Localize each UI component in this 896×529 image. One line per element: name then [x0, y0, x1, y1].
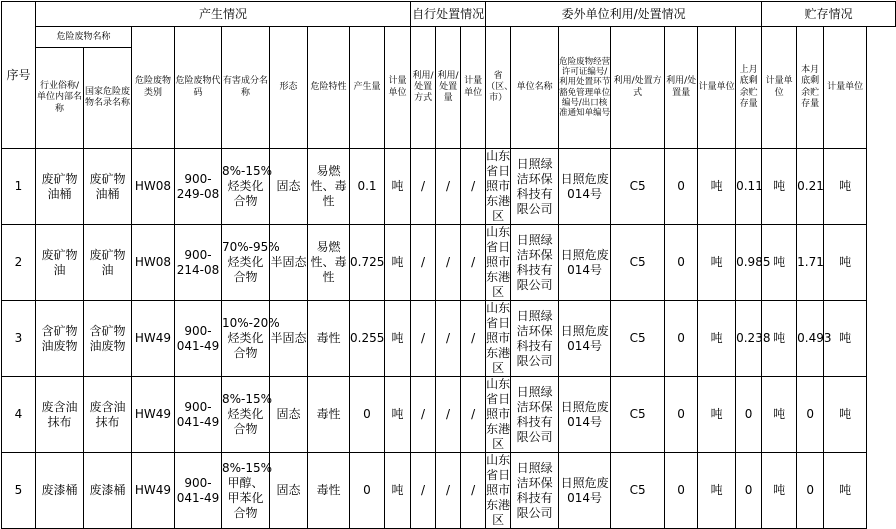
form-cell: 半固态	[270, 301, 308, 377]
unit-cell: 吨	[385, 301, 411, 377]
component-cell: 10%-20%烃类化合物	[222, 301, 270, 377]
code-cell: 900-041-49	[175, 453, 222, 529]
self-unit-cell: /	[461, 377, 486, 453]
this-unit-cell: 吨	[824, 301, 867, 377]
industry-name-cell: 废漆桶	[36, 453, 84, 529]
header-national-name: 国家危险废物名录名称	[84, 48, 132, 149]
last-unit-cell: 吨	[762, 377, 797, 453]
header-unit-4: 计量单位	[762, 27, 797, 149]
header-unit-1: 计量单位	[385, 27, 411, 149]
industry-name-cell: 废含油抹布	[36, 377, 84, 453]
province-cell: 山东省日照市东港区	[486, 377, 511, 451]
self-method-cell: /	[411, 225, 436, 301]
category-cell: HW08	[132, 149, 175, 225]
seq-cell: 2	[2, 225, 36, 301]
component-cell: 70%-95%烃类化合物	[222, 225, 270, 301]
table-row	[2, 377, 896, 453]
province-cell: 山东省日照市东港区	[486, 453, 511, 527]
self-unit-cell: /	[461, 301, 486, 377]
license-cell: 日照危废014号	[559, 149, 611, 225]
header-hazard: 危险特性	[308, 27, 350, 149]
out-unit-cell: 吨	[698, 149, 736, 225]
self-unit-cell: /	[461, 453, 486, 529]
seq-cell: 1	[2, 149, 36, 225]
license-cell: 日照危废014号	[559, 453, 611, 529]
this-month-cell: 0.493	[797, 301, 824, 377]
header-province: 省（区、市）	[486, 27, 511, 149]
unit-cell: 吨	[385, 225, 411, 301]
header-seq: 序号	[2, 2, 36, 149]
this-unit-cell: 吨	[824, 453, 867, 529]
header-self-amount: 利用/处置量	[436, 27, 461, 149]
header-unit-2: 计量单位	[461, 27, 486, 149]
component-cell: 8%-15%烃类化合物	[222, 377, 270, 453]
license-cell: 日照危废014号	[559, 301, 611, 377]
last-month-cell: 0.11	[736, 149, 762, 225]
hazard-cell: 毒性	[308, 377, 350, 453]
self-unit-cell: /	[461, 225, 486, 301]
last-unit-cell: 吨	[762, 149, 797, 225]
output-cell: 0.725	[350, 225, 385, 301]
unit-name-cell: 日照绿洁环保科技有限公司	[511, 225, 559, 301]
seq-cell: 4	[2, 377, 36, 453]
national-name-cell: 含矿物油废物	[84, 301, 132, 377]
national-name-cell: 废漆桶	[84, 453, 132, 529]
header-row-2	[2, 27, 896, 48]
output-cell: 0.255	[350, 301, 385, 377]
license-cell: 日照危废014号	[559, 377, 611, 453]
this-month-cell: 0.21	[797, 149, 824, 225]
hazardous-waste-report	[1, 1, 896, 529]
last-month-cell: 0	[736, 453, 762, 529]
self-method-cell: /	[411, 377, 436, 453]
national-name-cell: 废矿物油桶	[84, 149, 132, 225]
this-month-cell: 0	[797, 453, 824, 529]
header-out-method: 利用/处置方式	[611, 27, 665, 149]
header-industry-name: 行业俗称/单位内部名称	[36, 48, 84, 149]
out-unit-cell: 吨	[698, 301, 736, 377]
last-unit-cell: 吨	[762, 301, 797, 377]
header-out-amount: 利用/处置量	[665, 27, 698, 149]
province-cell: 山东省日照市东港区	[486, 225, 511, 299]
self-amount-cell: /	[436, 149, 461, 225]
unit-cell: 吨	[385, 453, 411, 529]
hazard-cell: 毒性	[308, 301, 350, 377]
self-amount-cell: /	[436, 453, 461, 529]
seq-cell: 3	[2, 301, 36, 377]
license-cell: 日照危废014号	[559, 225, 611, 301]
category-cell: HW49	[132, 301, 175, 377]
component-cell: 8%-15%甲醇、甲苯化合物	[222, 453, 270, 529]
unit-name-cell: 日照绿洁环保科技有限公司	[511, 149, 559, 225]
out-unit-cell: 吨	[698, 377, 736, 453]
table-row	[2, 453, 896, 529]
self-amount-cell: /	[436, 225, 461, 301]
header-this-month: 本月底剩余贮存量	[797, 27, 824, 149]
out-unit-cell: 吨	[698, 453, 736, 529]
header-output: 产生量	[350, 27, 385, 149]
header-self-disposal: 自行处置情况	[411, 2, 486, 27]
last-month-cell: 0.238	[736, 301, 762, 377]
form-cell: 固态	[270, 149, 308, 225]
header-unit-5: 计量单位	[824, 27, 867, 149]
table-row	[2, 301, 896, 377]
national-name-cell: 废矿物油	[84, 225, 132, 301]
out-amount-cell: 0	[665, 149, 698, 225]
unit-name-cell: 日照绿洁环保科技有限公司	[511, 301, 559, 377]
header-row-1	[2, 2, 896, 27]
table-row	[2, 225, 896, 301]
out-method-cell: C5	[611, 301, 665, 377]
header-production: 产生情况	[36, 2, 411, 27]
code-cell: 900-041-49	[175, 301, 222, 377]
out-method-cell: C5	[611, 377, 665, 453]
header-waste-name: 危险废物名称	[36, 27, 132, 48]
last-month-cell: 0	[736, 377, 762, 453]
province-cell: 山东省日照市东港区	[486, 149, 511, 223]
out-amount-cell: 0	[665, 225, 698, 301]
form-cell: 半固态	[270, 225, 308, 301]
output-cell: 0.1	[350, 149, 385, 225]
this-unit-cell: 吨	[824, 225, 867, 301]
code-cell: 900-214-08	[175, 225, 222, 301]
header-unit-3: 计量单位	[698, 27, 736, 149]
table-body	[2, 149, 896, 529]
self-method-cell: /	[411, 453, 436, 529]
header-storage: 贮存情况	[762, 2, 896, 27]
category-cell: HW49	[132, 453, 175, 529]
header-component: 有害成分名称	[222, 27, 270, 149]
header-outsource: 委外单位利用/处置情况	[486, 2, 762, 27]
header-code: 危险废物代码	[175, 27, 222, 149]
hazard-cell: 毒性	[308, 453, 350, 529]
waste-table	[1, 1, 896, 529]
out-unit-cell: 吨	[698, 225, 736, 301]
province-cell: 山东省日照市东港区	[486, 301, 511, 375]
code-cell: 900-041-49	[175, 377, 222, 453]
table-row	[2, 149, 896, 225]
national-name-cell: 废含油抹布	[84, 377, 132, 453]
header-form: 形态	[270, 27, 308, 149]
header-self-method: 利用/处置方式	[411, 27, 436, 149]
last-unit-cell: 吨	[762, 453, 797, 529]
hazard-cell: 易燃性、毒性	[308, 149, 350, 225]
this-unit-cell: 吨	[824, 377, 867, 453]
seq-cell: 5	[2, 453, 36, 529]
industry-name-cell: 废矿物油桶	[36, 149, 84, 225]
unit-name-cell: 日照绿洁环保科技有限公司	[511, 453, 559, 529]
this-month-cell: 0	[797, 377, 824, 453]
self-method-cell: /	[411, 301, 436, 377]
out-amount-cell: 0	[665, 377, 698, 453]
component-cell: 8%-15%烃类化合物	[222, 149, 270, 225]
self-amount-cell: /	[436, 301, 461, 377]
industry-name-cell: 废矿物油	[36, 225, 84, 301]
out-amount-cell: 0	[665, 453, 698, 529]
header-last-month: 上月底剩余贮存量	[736, 27, 762, 149]
last-unit-cell: 吨	[762, 225, 797, 301]
self-unit-cell: /	[461, 149, 486, 225]
header-unit-name: 单位名称	[511, 27, 559, 149]
header-category: 危险废物类别	[132, 27, 175, 149]
self-method-cell: /	[411, 149, 436, 225]
last-month-cell: 0.985	[736, 225, 762, 301]
code-cell: 900-249-08	[175, 149, 222, 225]
self-amount-cell: /	[436, 377, 461, 453]
output-cell: 0	[350, 377, 385, 453]
industry-name-cell: 含矿物油废物	[36, 301, 84, 377]
this-month-cell: 1.71	[797, 225, 824, 301]
output-cell: 0	[350, 453, 385, 529]
hazard-cell: 易燃性、毒性	[308, 225, 350, 301]
out-method-cell: C5	[611, 225, 665, 301]
unit-name-cell: 日照绿洁环保科技有限公司	[511, 377, 559, 453]
category-cell: HW08	[132, 225, 175, 301]
out-method-cell: C5	[611, 149, 665, 225]
unit-cell: 吨	[385, 149, 411, 225]
category-cell: HW49	[132, 377, 175, 453]
form-cell: 固态	[270, 377, 308, 453]
form-cell: 固态	[270, 453, 308, 529]
out-method-cell: C5	[611, 453, 665, 529]
header-license: 危险废物经营许可证编号/利用处置环节豁免管理单位编号/出口核准通知单编号	[559, 27, 611, 149]
out-amount-cell: 0	[665, 301, 698, 377]
this-unit-cell: 吨	[824, 149, 867, 225]
unit-cell: 吨	[385, 377, 411, 453]
